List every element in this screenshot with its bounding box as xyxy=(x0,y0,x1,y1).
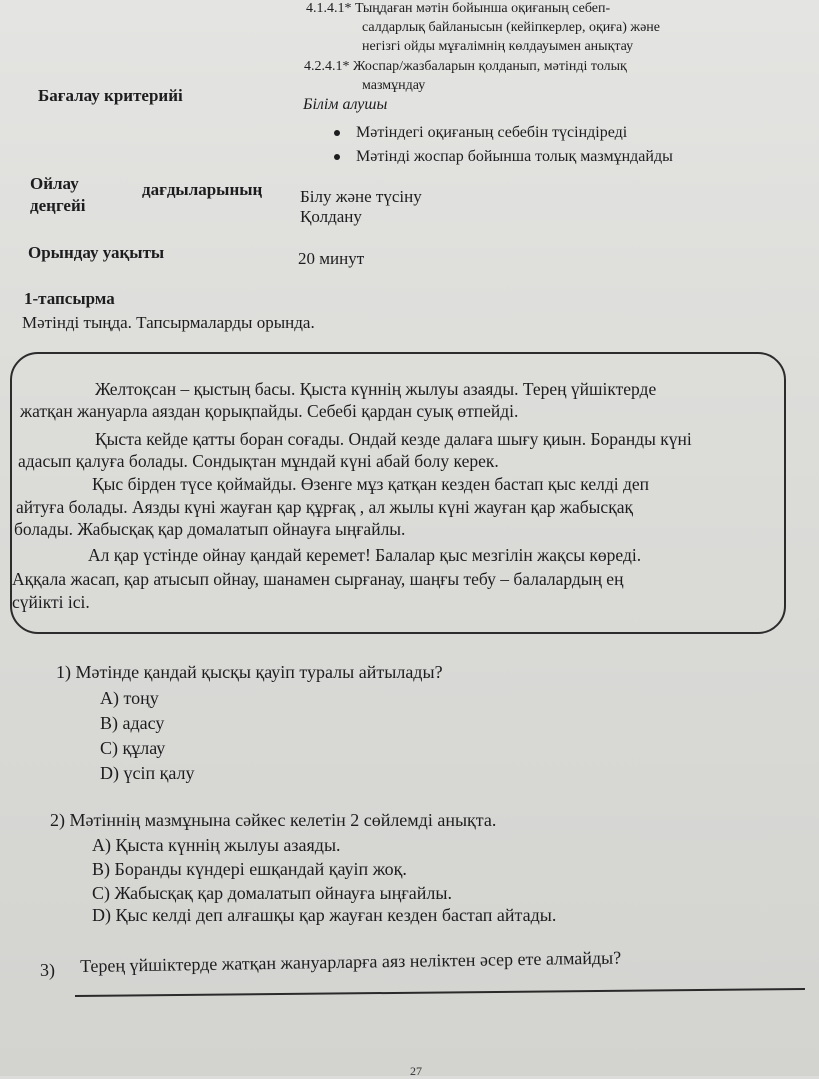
q2-option-a[interactable] xyxy=(92,835,341,856)
answer-line[interactable] xyxy=(75,988,805,997)
bullet-icon xyxy=(334,154,340,160)
q1-option-d[interactable] xyxy=(100,763,195,784)
question-3-number: 3) xyxy=(40,960,55,980)
thinking-label-word-3: деңгейі xyxy=(30,196,86,215)
q2-option-c[interactable] xyxy=(92,883,452,904)
goal-1-line-2: салдарлық байланысын (кейіпкерлер, оқиға) және xyxy=(362,20,660,35)
goal-2-line-1: 4.2.4.1* Жоспар/жазбаларын қолданып, мәтінді толық xyxy=(304,59,627,74)
option-text: құлау xyxy=(122,738,166,758)
option-text: Қыста күннің жылуы азаяды. xyxy=(115,835,341,855)
text-line-2: жатқан жануарла аяздан қорықпайды. Себебі қардан суық өтпейді. xyxy=(20,401,519,421)
criteria-item-1-text: Мәтіндегі оқиғаның себебін түсіндіреді xyxy=(356,124,628,141)
thinking-level-1: Білу және түсіну xyxy=(300,187,422,206)
option-letter: D) xyxy=(100,763,119,783)
option-letter: C) xyxy=(100,738,118,758)
goal-2-line-2: мазмұндау xyxy=(362,78,426,93)
option-text: Боранды күндері ешқандай қауіп жоқ. xyxy=(114,859,407,879)
text-line-10: сүйікті ісі. xyxy=(12,592,90,612)
option-text: адасу xyxy=(122,713,165,733)
criteria-subject: Білім алушы xyxy=(303,96,388,113)
goal-1-line-3: негізгі ойды мұғалімнің көлдауымен анықтау xyxy=(362,39,634,54)
option-letter: D) xyxy=(92,905,111,925)
option-text: Жабысқақ қар домалатып ойнауға ыңғайлы. xyxy=(114,883,452,903)
task-instruction: Мәтінді тыңда. Тапсырмаларды орында. xyxy=(22,313,315,332)
text-line-1: Желтоқсан – қыстың басы. Қыста күннің жылуы азаяды. Терең үйшіктерде xyxy=(95,379,657,399)
text-line-8: Ал қар үстінде ойнау қандай керемет! Балалар қыс мезгілін жақсы көреді. xyxy=(88,545,642,565)
criteria-item-2-text: Мәтінді жоспар бойынша толық мазмұндайды xyxy=(356,148,673,165)
option-letter: C) xyxy=(92,883,110,903)
q2-option-d[interactable] xyxy=(92,905,556,926)
option-text: үсіп қалу xyxy=(123,763,195,783)
text-line-5: Қыс бірден түсе қоймайды. Өзенге мұз қатқан кезден бастап қыс келді деп xyxy=(92,474,650,494)
criteria-label: Бағалау критерийі xyxy=(38,86,183,105)
text-line-6: айтуға болады. Аязды күні жауған қар құрғақ , ал жылы күні жауған қар жабысқақ xyxy=(16,497,633,517)
option-text: Қыс келді деп алғашқы қар жауған кезден бастап айтады. xyxy=(115,905,557,925)
option-letter: A) xyxy=(100,688,119,708)
text-line-3: Қыста кейде қатты боран соғады. Ондай кезде далаға шығу қиын. Боранды күні xyxy=(95,429,692,449)
question-1: 1) Мәтінде қандай қысқы қауіп туралы айтылады? xyxy=(56,662,443,682)
q1-option-b[interactable] xyxy=(100,713,164,734)
task-title: 1-тапсырма xyxy=(24,289,115,308)
page-number: 27 xyxy=(410,1064,422,1078)
criteria-item-2 xyxy=(334,148,673,166)
option-letter: B) xyxy=(92,859,110,879)
q1-option-c[interactable] xyxy=(100,738,165,759)
time-label: Орындау уақыты xyxy=(28,243,165,262)
time-value: 20 минут xyxy=(298,249,365,268)
bullet-icon xyxy=(334,130,340,136)
text-line-4: адасып қалуға болады. Сондықтан мұндай күні абай болу керек. xyxy=(18,451,499,471)
option-letter: B) xyxy=(100,713,118,733)
thinking-label-word-1: Ойлау xyxy=(30,174,79,193)
q2-option-b[interactable] xyxy=(92,859,407,880)
thinking-level-2: Қолдану xyxy=(300,207,362,226)
text-line-9: Аққала жасап, қар атысып ойнау, шанамен сырғанау, шаңғы тебу – балалардың ең xyxy=(12,569,624,589)
goal-1-line-1: 4.1.4.1* Тыңдаған мәтін бойынша оқиғаның себеп- xyxy=(306,1,611,16)
text-line-7: болады. Жабысқақ қар домалатып ойнауға ыңғайлы. xyxy=(14,519,406,539)
option-letter: A) xyxy=(92,835,111,855)
q1-option-a[interactable] xyxy=(100,688,159,709)
question-2: 2) Мәтіннің мазмұнына сәйкес келетін 2 сөйлемді анықта. xyxy=(50,810,497,830)
question-3-text: Терең үйшіктерде жатқан жануарларға аяз неліктен әсер ете алмайды? xyxy=(80,947,622,976)
option-text: тоңу xyxy=(123,688,159,708)
criteria-item-1 xyxy=(334,124,627,142)
thinking-label-word-2: дағдыларының xyxy=(142,180,263,199)
